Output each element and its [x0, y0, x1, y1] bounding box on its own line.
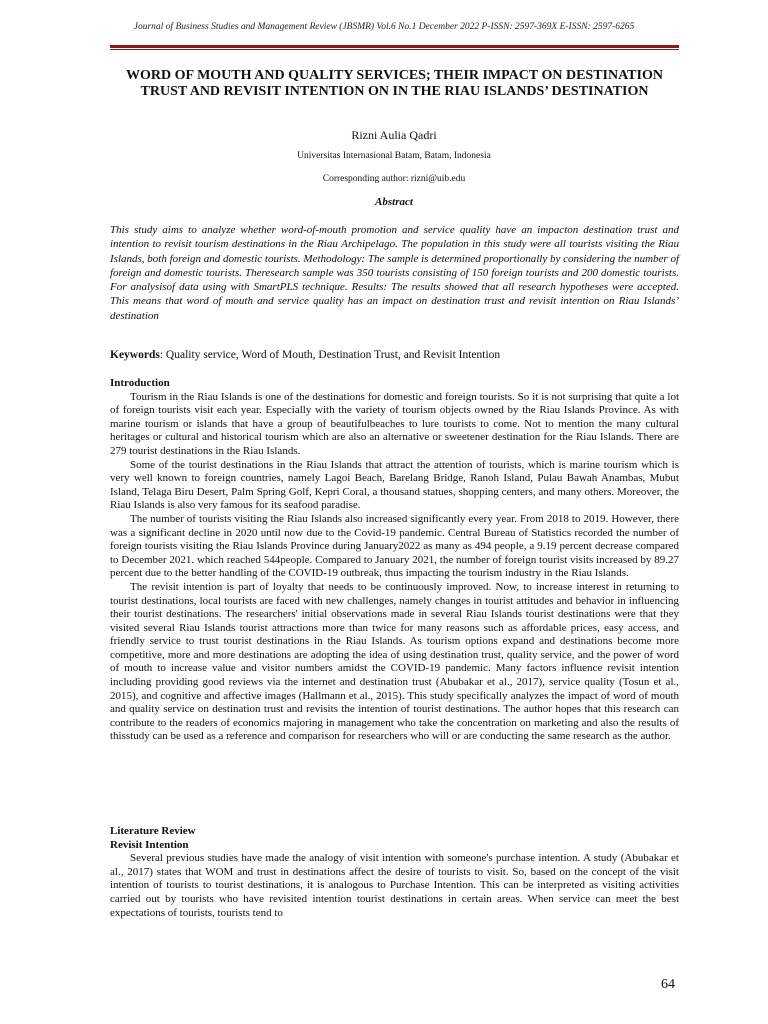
header-rule-thin: [110, 49, 679, 50]
keywords-label: Keywords: [110, 349, 160, 361]
journal-header: Journal of Business Studies and Management Review (JBSMR) Vol.6 No.1 December 2022 P-ISSN: 2597-369X E-ISSN: 2597-6265: [133, 22, 635, 32]
paper-title: WORD OF MOUTH AND QUALITY SERVICES; THEIR IMPACT ON DESTINATION TRUST AND REVISIT INTENTION ON IN THE RIAU ISLANDS’ DESTINATION: [126, 68, 663, 99]
keywords: [110, 349, 679, 361]
literature-review-section: [110, 825, 679, 920]
revisit-intention-heading: Revisit Intention: [110, 838, 189, 851]
introduction-section: [110, 377, 679, 744]
paragraph: The number of tourists visiting the Riau Islands also increased significantly every year. From 2018 to 2019. However, there was a significant decline in 2020 until now due to the Covid-19 pandemic. Central Bureau of Statistics recorded the number of foreign tourists visiting the Riau Islands Province during January2022 as many as 494 people, a 9.19 percent decrease compared to December 2021. which reached 544people. Compared to January 2021, the number of foreign tourist visits increased by 89.27 percent due to the better handling of the COVID-19 outbreak, thus impacting the tourism industry in the Riau Islands.: [110, 512, 679, 580]
paragraph: Several previous studies have made the analogy of visit intention with someone's purchase intention. A study (Abubakar et al., 2017) states that WOM and trust in destinations affect the desire of tourists to visit. So, based on the concept of the visit intention of tourists to tourist destinations, it is analogous to Purchase Intention. This can be interpreted as visiting activities carried out by tourists who have revisited intention tourist destinations in certain areas. When service can meet the best expectations of tourists, tourists tend to: [110, 852, 679, 919]
literature-review-heading: Literature Review: [110, 825, 196, 837]
author-name: Rizni Aulia Qadri: [351, 128, 437, 142]
paragraph: Tourism in the Riau Islands is one of the destinations for domestic and foreign tourists. So it is not surprising that quite a lot of foreign tourists visit each year. Especially with the variety of tourism objects owned by the Riau Islands Province. As with marine tourism or islands that have a group of beautifulbeaches to lure tourists to come. Not to mention the many cultural heritages or cultural and historical tourism which are also an alternative or sweetener destination for the Riau Islands. There are 279 tourist destinations in the Riau Islands.: [110, 390, 679, 457]
abstract-heading: Abstract: [375, 196, 413, 208]
corresponding-author: Corresponding author: rizni@uib.edu: [322, 174, 466, 184]
paragraph: Some of the tourist destinations in the Riau Islands that attract the attention of tourists, which is marine tourism which is very well known to foreign countries, namely Lagoi Beach, Barelang Bridge, Ranoh Island, Pulau Bawah Anambas, Mubut Island, Telaga Biru Desert, Palm Spring Golf, Kepri Coral, a thousand statues, shopping centers, and many others. Moreover, the Riau Islands is also very famous for its seafood paradise.: [110, 458, 679, 512]
page-number: 64: [661, 977, 675, 992]
keywords-text: : Quality service, Word of Mouth, Destination Trust, and Revisit Intention: [159, 349, 501, 361]
header-rule: [110, 45, 679, 48]
abstract-text: This study aims to analyze whether word-of-mouth promotion and service quality have an impacton destination trust and intention to revisit tourism destinations in the Riau Archipelago. The population in this study were all tourists visiting the Riau Islands, both foreign and domestic tourists. Methodology: The sample is determined proportionally by considering the number of foreign and domestic tourists. Theresearch sample was 350 tourists consisting of 150 foreign tourists and 200 domestic tourists. For analysisof data using with SmartPLS technique. Results: The results showed that all research hypotheses were accepted. This means that word of mouth and service quality has an impact on destination trust and revisit intention on Riau Islands’ destination: [110, 224, 679, 322]
author-affiliation: Universitas Internasional Batam, Batam, Indonesia: [297, 151, 491, 161]
paragraph: The revisit intention is part of loyalty that needs to be continuously improved. Now, to increase interest in returning to tourist destinations, local tourists are faced with new challenges, namely changes in tourist attitudes and behavior in influencing their tourist destinations. The researchers' initial observations made in several Riau Islands tourist destinations were that they visited several Riau Islands tourist attractions more than twice for many reasons such as affordable prices, easy access, and friendly service to trust tourist destinations in the Riau Islands. As tourism options expand and destinations become more competitive, more and more destinations are adopting the idea of using destination trust, quality service, and the power of word of mouth to increase value and visitor numbers amidst the COVID-19 pandemic. Many factors influence revisit intention including providing good reviews via the internet and destination trust (Abubakar et al., 2017), service quality (Tosun et al., 2015), and cognitive and affective images (Hallmann et al., 2015). This study specifically analyzes the impact of word of mouth and quality service on destination trust and revisits the intention of tourist destinations. The author hopes that this research can contribute to the readers of economics majoring in management who take the concentration on marketing and also the results of thisstudy can be used as a reference and comparison for researchers who will or are conducting the same research as the author.: [110, 580, 679, 743]
introduction-heading: Introduction: [110, 377, 170, 389]
